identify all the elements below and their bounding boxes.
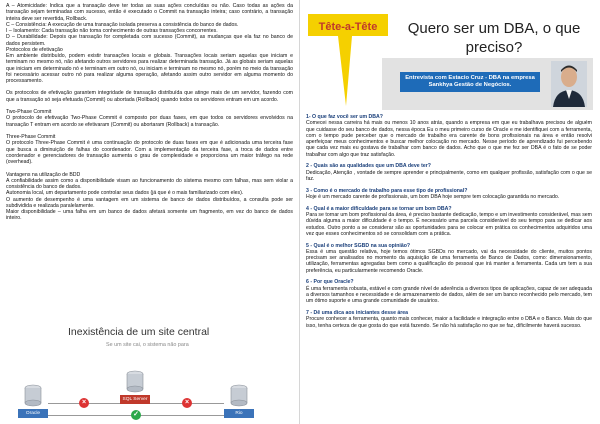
database-icon [126, 370, 144, 394]
person-icon [551, 61, 587, 107]
paragraph-confiabilidade: A confiabilidade assim como a disponibilidade visam ao funcionamento do sistema mesmo com falhas, mas sem violar a consistência do banco de dados. [6, 177, 293, 190]
answer-1: Comecei nessa carreira há mais ou menos 10 anos atrás, quando a empresa em que eu trabalhava precisou de alguém que cuidasse do seu banco de dados, nessa época Eu o meu primeiro curso de Oracle e me identifiquei com a ferramenta, com o tempo pude perceber que o mercado de trabalho era carente de bons profissionais na área e então resolvi aperfeiçoar meus conhecimentos e buscar melhor colocação no mercado. Nesse período de aprendizado fui percebendo que cada vez mais eu gostava de trabalhar com banco de dados. Acho que o que me fez ser DBA é o fato de se poder trabalhar com algo que traz satisfação. [306, 120, 592, 158]
interview-banner [382, 58, 593, 110]
answer-6: É uma ferramenta robusta, estável e com grande nível de aderência a diversos tipos de aplicações, capaz de ser adequada a diversos tamanhos e necessidade e de armazenamento de dados, além de ser um banco reconhecido pelo mercado, tem um ótimo suporte e uma grande comunidade de usuários. [306, 285, 592, 305]
question-7: 7 - Dê uma dica aos iniciantes desse área [306, 310, 409, 317]
database-icon [24, 384, 42, 408]
paragraph-isolamento: I – Isolamento: Cada transação não toma conhecimento de outras transações concorrentes. [6, 28, 218, 34]
left-text-column [6, 3, 293, 222]
database-node-oracle [18, 384, 48, 418]
node-label: Oracle [18, 409, 48, 418]
question-5: 5 - Qual é o melhor SGBD na sua opinião? [306, 242, 411, 249]
database-node-sqlserver [120, 370, 150, 404]
paragraph-disponibilidade: Maior disponibilidade – uma falha em um banco de dados afetará somente um fragmento, em vez do banco de dados inteiro. [6, 209, 293, 222]
tete-a-tete-badge [308, 14, 388, 111]
heading-protocolos: Protocolos de efetivação [6, 46, 63, 53]
answer-2: Dedicação, Atenção , vontade de sempre aprender e principalmente, como em qualquer profissão, satisfação com o que se faz. [306, 169, 592, 182]
paragraph-two-phase: O protocolo de efetivação Two-Phase Commit é composto por duas fases, em que todos os servidores envolvidos na transação T entram em acordo se efetivaram (Commit) ou abortaram (Rollback) a transação. [6, 115, 293, 128]
question-6: 6 - Por que Oracle? [306, 279, 354, 286]
question-1: 1- O que faz você ser um DBA? [306, 114, 383, 120]
diagram-subtitle: Se um site cai, o sistema não para [106, 342, 189, 348]
node-label: SQL Server [120, 395, 150, 404]
database-node-rio [224, 384, 254, 418]
x-mark-icon: × [182, 398, 192, 408]
node-label: Rio [224, 409, 254, 418]
paragraph-ambiente-distribuido: Em ambiente distribuído, podem existir transações locais e globais. Transações locais seriam aquelas que iniciam e terminam no mesmo nó, não afetando outros servidores para realizar determinada transação. Já as globais seriam aquelas que iniciam em determinado nó e terminam em outro nó, ou iniciam e terminam no mesmo nó, porém no meio da transação foi necessário acessar outro nó para realizar alguma operação, afetando assim outro servidor em alguma momento do processamento. [6, 53, 293, 84]
answer-4: Para se tornar um bom profissional da área, é preciso bastante dedicação, tempo e um investimento considerável, mas sem dúvida alguma a maior dificuldade é o tempo. É necessário uma parcela considerável do seu tempo para se dedicar aos estudos. Outro ponto a se considerar são as oportunidades para se colocar em prática os conhecimentos adquiridos uma vez que esses conhecimentos só se consolidam com a prática. [306, 212, 592, 237]
check-mark-icon: ✓ [131, 410, 141, 420]
interview-headline: Quero ser um DBA, o que preciso? [407, 20, 581, 56]
paragraph-desempenho: O aumento de desempenho é uma vantagem em um sistema de banco de dados distribuídos, a consulta pode ser subdividida e realizada paralelamente. [6, 196, 293, 209]
banner-caption: Entrevista com Estacio Cruz - DBA na empresa Sankhya Gestão de Negócios. [400, 72, 540, 92]
x-mark-icon: × [79, 398, 89, 408]
badge-title: Tête-a-Tête [318, 21, 378, 33]
distributed-db-diagram [6, 318, 294, 422]
paragraph-three-phase: O protocolo Three-Phase Commit é uma continuação do protocolo de duas fases em que é adicionada uma terceira fase que busca a diminuição de falhas do coordenador. Com a implementação da terceira fase, a troca de dados entre coordenador e gerenciadores de transação aumenta o grau de complexidade e proporciona um maior tráfego na rede (overhead). [6, 140, 293, 166]
paragraph-durabilidade: D – Durabilidade: Depois que transação for completada com sucesso (Commit), as mudanças que ela faz no banco de dados persistem. [6, 34, 293, 47]
interviewee-photo [551, 61, 587, 107]
answer-7: Procure conhecer a ferramenta, quanto mais conhecer, maior a facilidade e integração entre o DBA e o Banco. Mais do que isso, tenha certeza de que gosta do que está fazendo. Se não há satisfação no que se faz, dificilmente haverá sucesso. [306, 316, 592, 329]
question-3: 3 - Como é o mercado de trabalho para esse tipo de profissional? [306, 187, 468, 194]
heading-two-phase: Two-Phase Commit [6, 109, 52, 116]
diagram-title: Inexistência de um site central [68, 326, 210, 338]
question-2: 2 - Quais são as qualidades que um DBA deve ter? [306, 163, 431, 170]
heading-three-phase: Three-Phase Commit [6, 134, 56, 141]
answer-3: Hoje é um mercado carente de profissionais, um bom DBA hoje sempre tem colocação garantida no mercado. [306, 193, 560, 200]
interview-qa-column [306, 114, 592, 329]
paragraph-autonomia: Autonomia local, um departamento pode controlar seus dados (já que é o mais familiarizado com eles). [6, 190, 244, 197]
right-page [300, 0, 600, 424]
database-icon [230, 384, 248, 408]
heading-vantagens: Vantagens na utilização de BDD [6, 171, 81, 178]
paragraph-atomicidade: A – Atomicidade: Indica que a transação deve ter todas as suas ações concluídas ou não. Caso todas as ações da transação sejam terminadas com sucesso, então é executado o Commit na transação inteira; caso contrário, a transação inteira deve ser revertida, Rollback. [6, 3, 293, 22]
question-4: 4 - Qual é a maior dificuldade para se tornar um bom DBA? [306, 205, 452, 212]
paragraph-protocolos-efetivacao: Os protocolos de efetivação garantem integridade de transação distribuída que atinge mais de um servidor, fazendo com que a transação só seja efetuada (Commit) ou abortada (Rollback) quando todos os servidores entram em um acordo. [6, 90, 293, 103]
answer-5: Essa é uma questão relativa, hoje temos ótimos SGBDs no mercado, vai da necessidade do cliente, muitos pontos precisam ser analisados no momento da aquisição de uma ferramenta de Banco de Dados, como: dimensionamento, utilização, ferramentas agregadas bem como a qualificação do pessoal que irá manter a ferramenta. Cada um tem a sua preferência, eu particularmente recomendo Oracle. [306, 248, 592, 274]
paragraph-consistencia: C – Consistência: A execução de uma transação isolada preserva a consistência do banco de dados. [6, 21, 239, 28]
